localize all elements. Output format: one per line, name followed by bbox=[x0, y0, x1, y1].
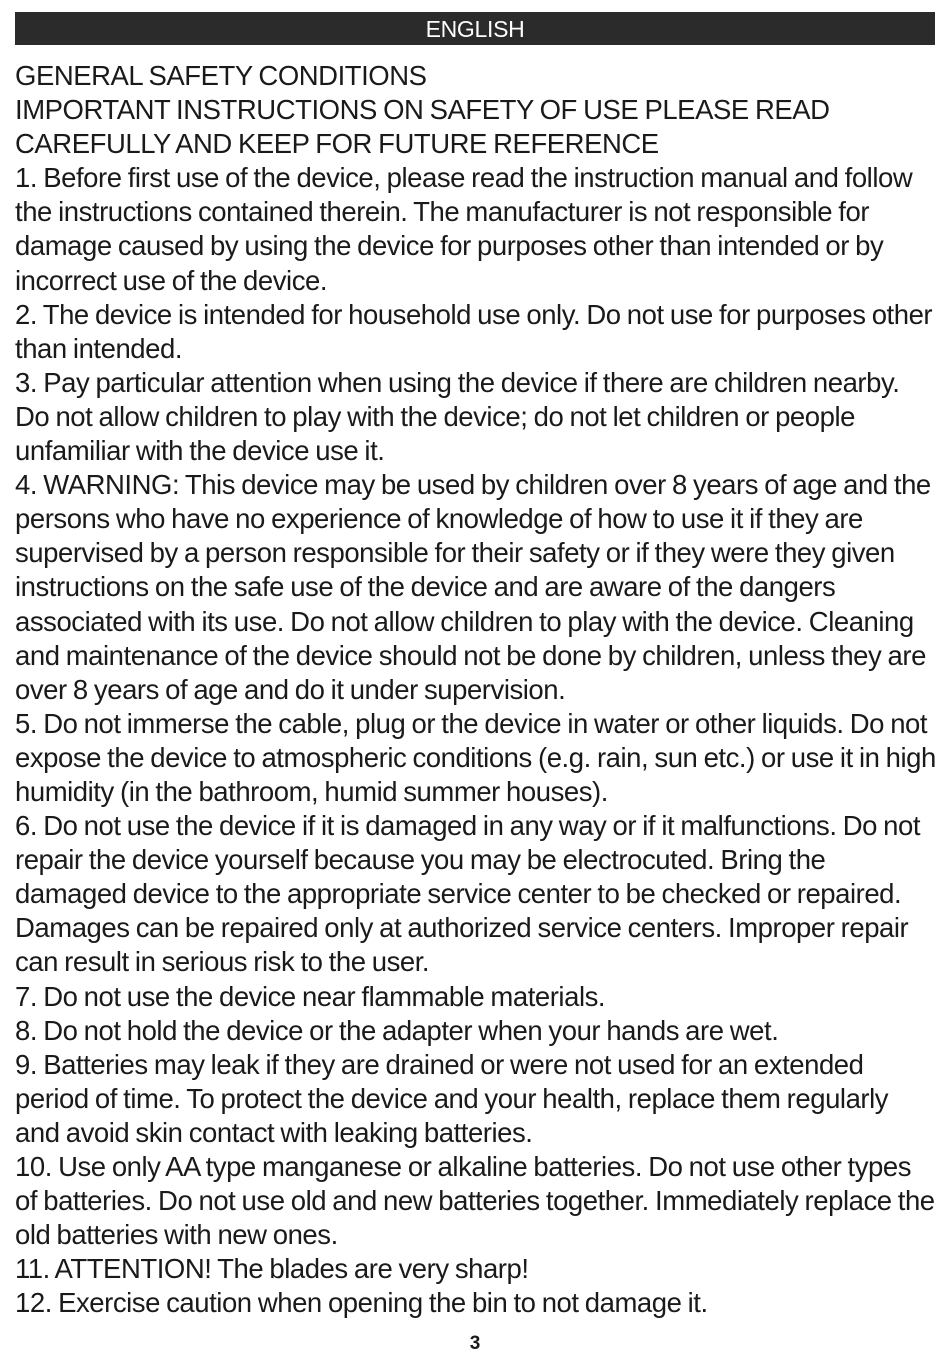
language-label: ENGLISH bbox=[425, 16, 525, 42]
language-header-bar bbox=[15, 12, 935, 45]
section-subtitle: IMPORTANT INSTRUCTIONS ON SAFETY OF USE PLEASE READ CAREFULLY AND KEEP FOR FUTURE REFERENCE bbox=[15, 94, 830, 160]
instruction-item: 4. WARNING: This device may be used by children over 8 years of age and the persons who have no experience of knowledge of how to use it if they are supervised by a person responsible for their safety or if they were they given instructions on the safe use of the device and are aware of the dangers associated with its use. Do not allow children to play with the device. Cleaning and maintenance of the device should not be done by children, unless they are over 8 years of age and do it under supervision. bbox=[15, 469, 931, 705]
instruction-item: 3. Pay particular attention when using the device if there are children nearby. Do not allow children to play with the device; do not let children or people unfamiliar with the device use it. bbox=[15, 366, 900, 467]
instruction-item: 7. Do not use the device near flammable materials. bbox=[15, 980, 606, 1012]
instruction-item: 12. Exercise caution when opening the bin to not damage it. bbox=[15, 1287, 708, 1319]
instruction-item: 10. Use only AA type manganese or alkaline batteries. Do not use other types of batteries. Do not use old and new batteries together. Immediately replace the old batteries with new ones. bbox=[15, 1151, 935, 1251]
instruction-item: 11. ATTENTION! The blades are very sharp! bbox=[15, 1253, 529, 1285]
instruction-item: 1. Before first use of the device, please read the instruction manual and follow the instructions contained therein. The manufacturer is not responsible for damage caused by using the device for purposes other than intended or by incorrect use of the device. bbox=[15, 162, 913, 296]
safety-instructions-text bbox=[15, 59, 937, 1320]
instruction-item: 8. Do not hold the device or the adapter when your hands are wet. bbox=[15, 1014, 779, 1046]
instruction-item: 9. Batteries may leak if they are drained or were not used for an extended period of time. To protect the device and your health, replace them regularly and avoid skin contact with leaking batteries. bbox=[15, 1048, 889, 1148]
section-title: GENERAL SAFETY CONDITIONS bbox=[15, 60, 427, 91]
instruction-item: 5. Do not immerse the cable, plug or the device in water or other liquids. Do not expose the device to atmospheric conditions (e.g. rain, sun etc.) or use it in high humidity (in the bathroom, humid summer houses). bbox=[15, 707, 936, 807]
page-number: 3 bbox=[469, 1333, 481, 1354]
instruction-item: 2. The device is intended for household use only. Do not use for purposes other than intended. bbox=[15, 298, 933, 364]
instruction-item: 6. Do not use the device if it is damaged in any way or if it malfunctions. Do not repair the device yourself because you may be electrocuted. Bring the damaged device to the appropriate service center to be checked or repaired. Damages can be repaired only at authorized service centers. Improper repair can result in serious risk to the user. bbox=[15, 810, 921, 978]
